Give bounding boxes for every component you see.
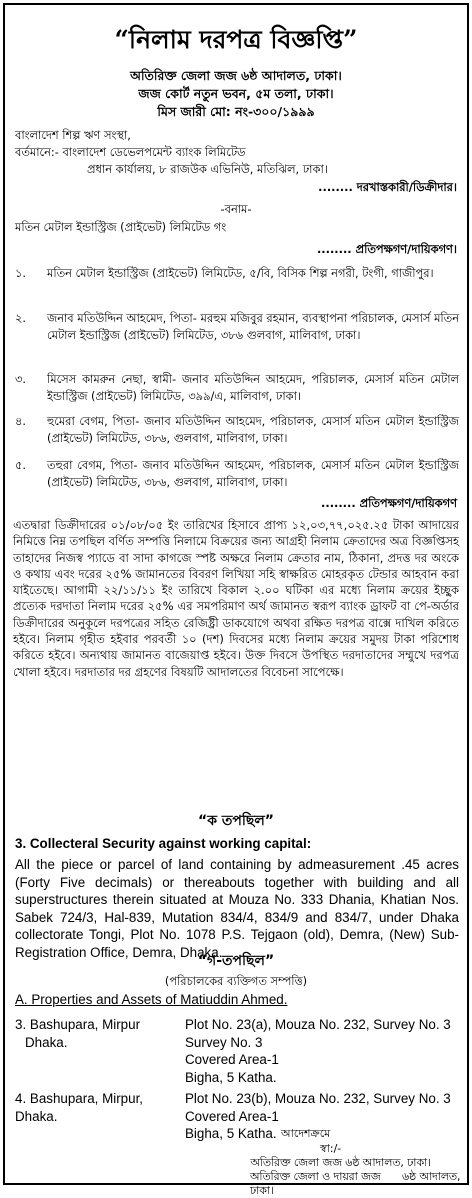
schedule-ka-heading: “ক তপছিল”	[198, 813, 274, 829]
signature-mark: স্বা:/-	[320, 1142, 342, 1155]
plaintiff-line2: বর্তমানে:- বাংলাদেশ ডেভেলপমেন্ট ব্যাংক লিমিটেড	[15, 145, 246, 159]
property-location	[15, 1090, 143, 1125]
party-item	[15, 371, 459, 405]
property-detail-line: Plot No. 23(b), Mouza No. 232, Survey No. 3	[185, 1091, 451, 1106]
party-text: মতিন মেটাল ইন্ডাস্ট্রিজ (প্রাইভেট) লিমিটেড, ৫/বি, বিসিক শিল্প নগরী, টংগী, গাজীপুর।	[47, 266, 434, 280]
notice-body: এতদ্বারা ডিক্রীদারের ০১/০৮/০৫ ইং তারিখের হিসাবে প্রাপ্য ১২,০৩,৭৭,০২৫.২৫ টাকা আদায়ের নিমিত্তে নিম্ন তপছিল বর্ণিত সম্পত্তি নিলামে বিক্রয়ের জন্য আগ্রহী নিলাম ক্রেতাদের অত্র বিজ্ঞপ্তিসহ তাহাদের নিজস্ব প্যাডে বা সাদা কাগজে স্পষ্ট অক্ষরে নিলাম ক্রেতার নাম, ঠিকানা, প্রদত্ত দর অংকে ও কথায় এবং দরের ২৫% জামানতের বিবরণ লিখিয়া সহি স্বাক্ষরিত মোহরকৃত টেন্ডার আহবান করা যাইতেছে। আগামী ২২/১১/১১ ইং তারিখে বিকাল ২.০০ ঘটিকা এর মধ্যে নিলাম ক্রয়ের ইচ্ছুক প্রত্যেক দরদাতা নিলাম দরের ২৫% এর সমপরিমাণ অর্থ জামানত স্বরূপ ব্যাংক ড্রাফট বা পে-অর্ডার ডিক্রীদারের অনুকূলে দরপত্রের সহিত রেজিষ্ট্রী ডাকযোগে অথবা রক্ষিত দরপত্র বাক্সে দাখিল করিতে হইবে। নিলাম গৃহীত হইবার পরবর্তী ১০ (দশ) দিবসের মধ্যে নিলাম ক্রয়ের সমুদয় টাকা পরিশোধ করিতে হইবে। অন্যথায় জামানত বাজেয়াপ্ত হইবে। উক্ত দিবসে উপস্থিত দরদাতাদের সম্মুখে দরপত্র খোলা হইবে। দরদাতার দর গ্রহণের বিষয়টি আদালতের বিবেচনা সাপেক্ষে।	[13, 518, 459, 679]
plaintiff-role: ........ দরখাস্তকারী/ডিক্রীদার।	[318, 180, 457, 194]
property-detail-line: Covered Area-1	[185, 1108, 279, 1124]
party-text: মিসেস কামরুন নেছা, স্বামী- জনাব মতিউদ্দিন আহমেদ, পরিচালক, মেসার্স মতিন মেটাল ইন্ডাস্ট্রিজ (প্রাইভেট) লিমিটেড, ৩৯৯/এ, মালিবাগ, ঢাকা।	[47, 372, 459, 403]
property-location-line: 3. Bashupara, Mirpur	[15, 1017, 141, 1032]
court-name: অতিরিক্ত জেলা জজ ৬ষ্ঠ আদালত, ঢাকা।	[130, 68, 342, 83]
property-location-line: Dhaka.	[15, 1108, 58, 1124]
schedule-ga-note: (পরিচালকের ব্যক্তিগত সম্পত্তি)	[164, 974, 308, 988]
defendant-name: মতিন মেটাল ইন্ডাস্ট্রিজ (প্রাইভেট) লিমিটেড গং	[15, 220, 227, 234]
party-number: ৩.	[15, 372, 27, 386]
party-number: ১.	[15, 266, 27, 280]
schedule-ga-subheading: A. Properties and Assets of Matiuddin Ahmed.	[15, 992, 288, 1007]
party-item	[15, 457, 459, 491]
schedule-ga-heading: “গ-তপছিল”	[197, 953, 275, 969]
versus-label: -বনাম-	[220, 202, 252, 216]
party-item	[15, 310, 459, 344]
by-order: আদেশক্রমে	[281, 1127, 331, 1140]
defendant-role: ........ প্রতিপক্ষগণ/দায়িকগণ।	[316, 242, 457, 256]
property-detail-line: Bigha, 5 Katha.	[185, 1069, 277, 1085]
signature-court	[131, 1155, 431, 1170]
party-text: জনাব মতিউদ্দিন আহমেদ, পিতা- মরহুম মজিবুর রহমান, ব্যবস্থাপনা পরিচালক, মেসার্স মতিন মেটাল ইন্ডাস্ট্রিজ (প্রাইভেট) লিমিটেড, ৩৮৬ গুলবাগ, মালিবাগ, ঢাকা।	[47, 311, 459, 342]
signature-line	[250, 1170, 467, 1198]
plaintiff-line1: বাংলাদেশ শিল্প ঋণ সংস্থা,	[15, 128, 131, 142]
property-location	[15, 1016, 140, 1051]
signature-title: অতিরিক্ত জেলা ও দায়রা জজ	[250, 1170, 381, 1183]
party-item	[15, 413, 459, 447]
signature-court-name: ৬ষ্ঠ আদালত, ঢাকা।	[250, 1170, 461, 1197]
court-address: জজ কোর্ট নতুন ভবন, ৫ম তলা, ঢাকা।	[138, 86, 334, 101]
case-number: মিস জারী মো: নং-৩০০/১৯৯৯	[157, 104, 315, 119]
auction-notice	[3, 3, 469, 1197]
schedule-ka-body: All the piece or parcel of land containing by admeasurement .45 acres (Forty Five decimals) or thereabouts together with building and all superstructures therein situated at Mouza No. 333 Dhania, Khatian Nos. Sabek 724/3, Hal-839, Mutation 834/4, 834/9 and 834/7, under Dhaka collectorate Tongi, Plot No. 1078 P.S. Tejgaon (old), Demra, (New) Sub-Registration Office, Demra, Dhaka.	[15, 857, 459, 960]
signature-line: অতিরিক্ত জেলা জজ ৬ষ্ঠ আদালত, ঢাকা।	[250, 1156, 431, 1169]
party-number: ৪.	[15, 414, 27, 428]
property-location-line: 4. Bashupara, Mirpur,	[15, 1091, 144, 1106]
plaintiff-line3: প্রধান কার্যালয়, ৮ রাজউক এভিনিউ, মতিঝিল, ঢাকা।	[87, 162, 328, 176]
parties-role: ........ প্রতিপক্ষগণ/দায়িকগণ	[321, 496, 457, 510]
schedule-ka-subheading: 3. Collecteral Security against working capital:	[15, 836, 312, 851]
notice-title: “নিলাম দরপত্র বিজ্ঞপ্তি”	[114, 25, 358, 54]
court-header	[5, 67, 467, 121]
property-detail-line: Survey No. 3	[185, 1034, 263, 1050]
party-number: ২.	[15, 311, 27, 325]
property-detail-line: Covered Area-1	[185, 1052, 279, 1068]
property-detail-line: Bigha, 5 Katha.	[185, 1126, 277, 1142]
party-item	[15, 265, 459, 282]
property-location-line: Dhaka.	[25, 1034, 68, 1050]
party-number: ৫.	[15, 458, 27, 472]
property-detail-line: Plot No. 23(a), Mouza No. 232, Survey No. 3	[185, 1017, 451, 1032]
property-details	[185, 1016, 451, 1086]
party-text: হুমেরা বেগম, পিতা- জনাব মতিউদ্দিন আহমেদ, পরিচালক, মেসার্স মতিন মেটাল ইন্ডাস্ট্রিজ (প্রাইভেট) লিমিটেড, ৩৮৬, গুলবাগ, মালিবাগ, ঢাকা।	[47, 414, 459, 445]
party-text: তহুরা বেগম, পিতা- জনাব মতিউদ্দিন আহমেদ, পরিচালক, মেসার্স মতিন মেটাল ইন্ডাস্ট্রিজ (প্রাইভেট) লিমিটেড, ৩৮৬, গুলবাগ, মালিবাগ, ঢাকা।	[47, 458, 459, 489]
